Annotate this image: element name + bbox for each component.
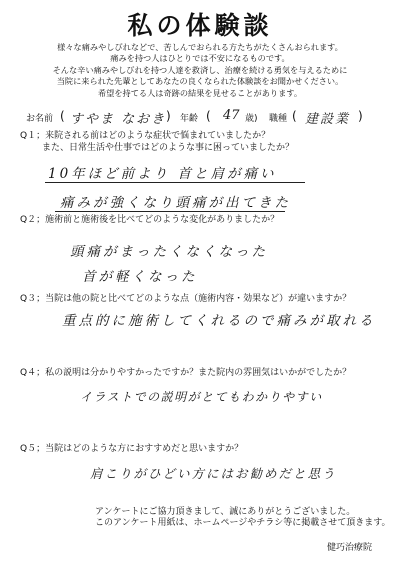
intro-line: そんな辛い痛みやしびれを持つ人達を救済し、治療を続ける勇気を与えるために xyxy=(52,64,348,75)
intro-text xyxy=(20,42,380,99)
question-text: Q１；来院される前はどのような症状で悩まれていましたか？ xyxy=(20,131,271,141)
question-subtext: また、日常生活や仕事ではどのような事に困っていましたか？ xyxy=(42,143,295,153)
question-text: Q４；私の説明は分かりやすかったですか？また院内の雰囲気はいかがでしたか？ xyxy=(20,368,352,378)
name-label: お名前 xyxy=(26,114,54,124)
name-open: ( xyxy=(60,109,65,123)
age-unit: 歳) xyxy=(245,114,258,124)
page-title: 私の体験談 xyxy=(127,11,273,40)
intro-line: 当院に来られた先輩としてあなたの良くなられた体験談をお聞かせください。 xyxy=(56,76,344,87)
clinic-name: 健巧治療院 xyxy=(326,543,372,553)
answer-1-line-2: 痛みが強くなり頭痛が出てきた xyxy=(60,195,291,211)
answer-3-line-1: 重点的に施術してくれるので痛みが取れる xyxy=(62,313,376,329)
footer-message xyxy=(95,507,391,529)
question-1 xyxy=(20,130,294,154)
intro-line: 痛みを持つ人はひとりでは不安になるものです。 xyxy=(110,53,290,64)
question-text: Q２；施術前と施術後を比べてどのような変化がありましたか？ xyxy=(20,215,280,225)
name-value: すやま なおき xyxy=(70,112,167,127)
job-open: ( xyxy=(292,109,297,123)
intro-line: 様々な痛みやしびれなどで、苦しんでおられる方たちがたくさんおられます。 xyxy=(57,42,343,52)
name-close: ) xyxy=(166,109,171,123)
job-close: ) xyxy=(358,109,363,123)
answer-4-line-1: イラストでの説明がとてもわかりやすい xyxy=(80,390,323,404)
question-text: Q３；当院は他の院と比べてどのような点（施術内容・効果など）が違いますか？ xyxy=(20,294,352,304)
age-open: ( xyxy=(206,109,211,123)
respondent-info xyxy=(20,108,380,126)
question-2 xyxy=(20,214,279,226)
question-text: Q５；当院はどのような方におすすめだと思いますか？ xyxy=(20,444,244,454)
answer-underline xyxy=(55,211,285,212)
intro-line: 希望を持てる人は奇跡の結果を見せることがあります。 xyxy=(97,87,303,98)
question-5 xyxy=(20,443,243,455)
age-label: 年齢 xyxy=(180,114,199,124)
question-3 xyxy=(20,293,351,305)
footer-line: アンケートにご協力頂きまして、誠にありがとうございました。 xyxy=(95,507,356,517)
job-label: 職種 xyxy=(269,114,288,124)
age-value: 47 xyxy=(223,108,240,123)
job-value: 建設業 xyxy=(305,112,351,127)
answer-5-line-1: 肩こりがひどい方にはお勧めだと思う xyxy=(90,466,337,481)
answer-2-line-1: 頭痛がまったくなくなった xyxy=(70,244,268,260)
answer-1-line-1: 10年ほど前より 首と肩が痛い xyxy=(48,166,277,182)
question-4 xyxy=(20,367,351,379)
footer-line: このアンケート用紙は、ホームページやチラシ等に掲載させて頂きます。 xyxy=(95,518,391,528)
answer-underline xyxy=(45,182,305,183)
answer-2-line-2: 首が軽くなった xyxy=(82,269,198,285)
